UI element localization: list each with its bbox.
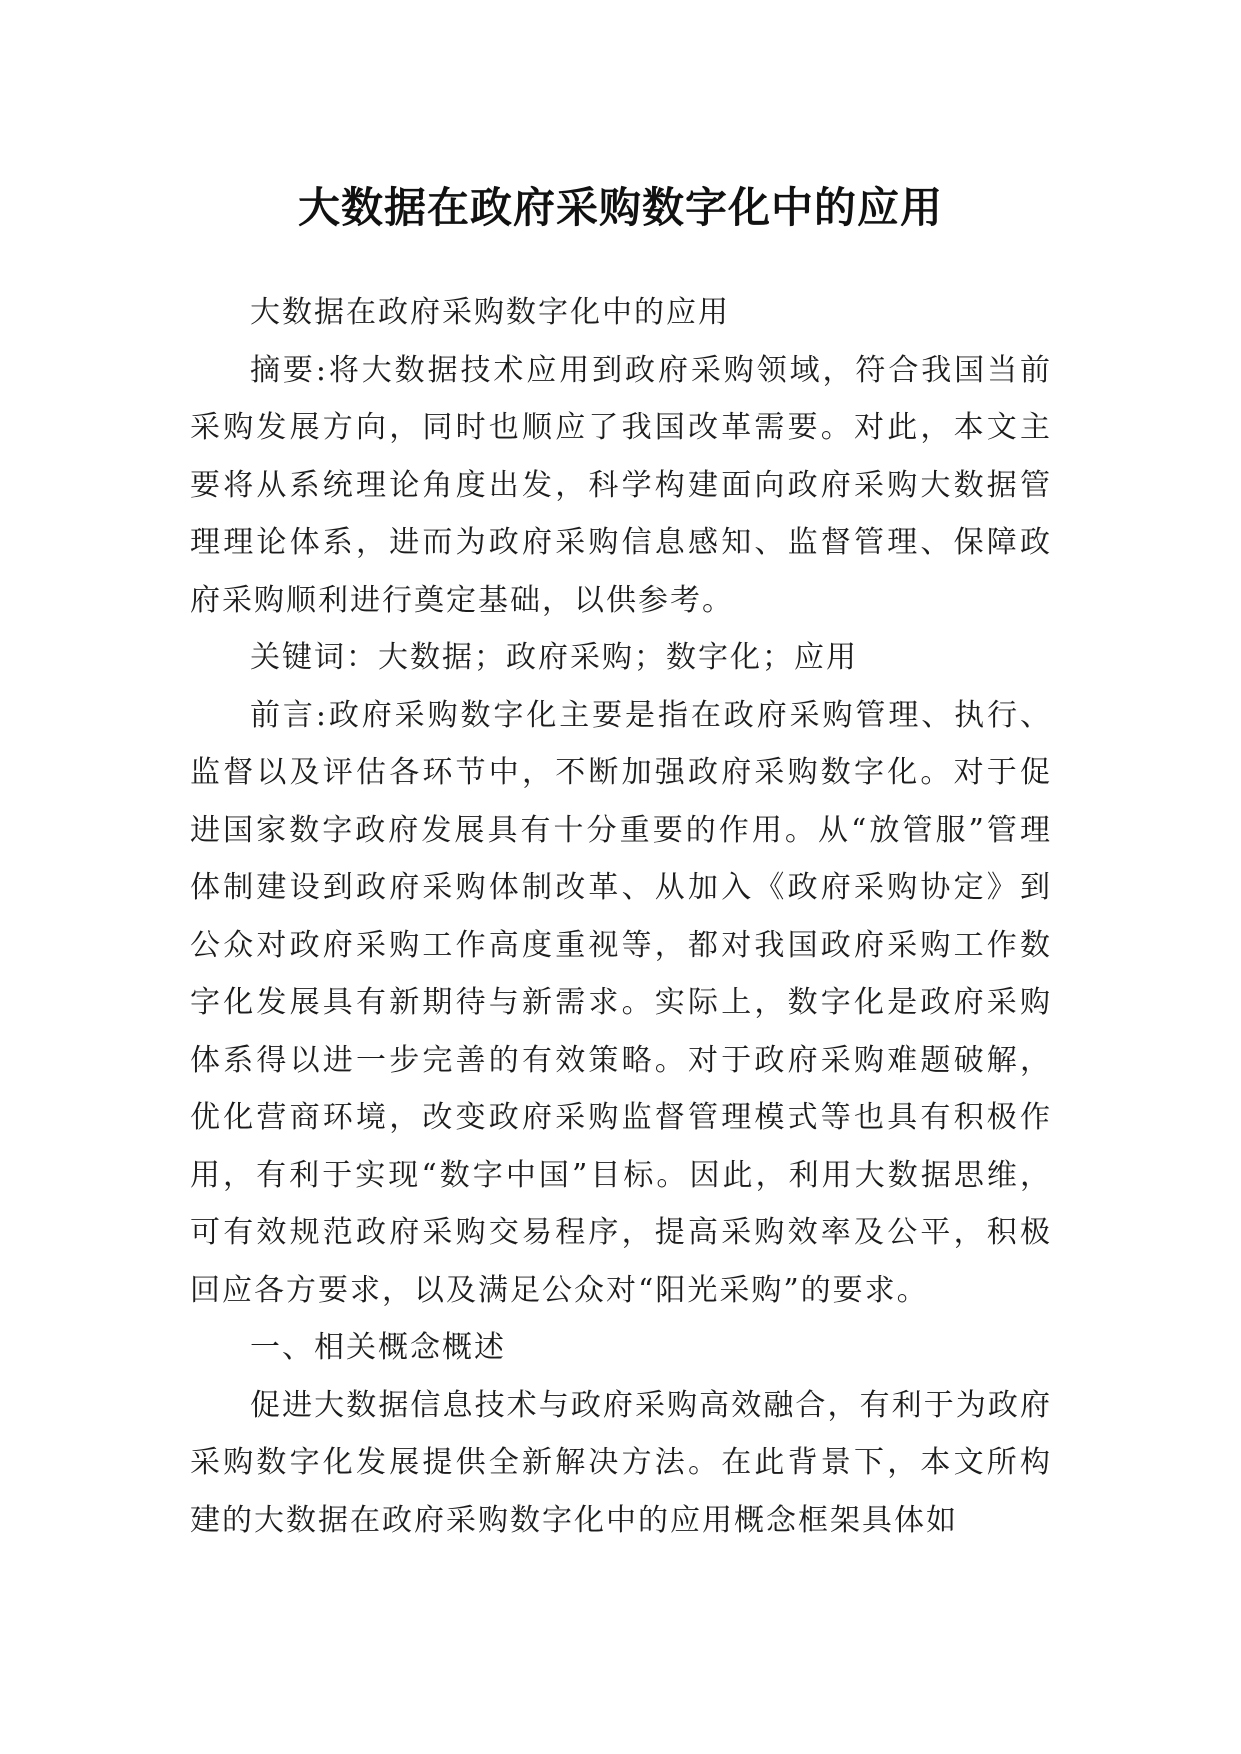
preface-paragraph: 前言:政府采购数字化主要是指在政府采购管理、执行、监督以及评估各环节中，不断加强政府采购数字化。对于促进国家数字政府发展具有十分重要的作用。从“放管服”管理体制建设到政府采购体制改革、从加入《政府采购协定》到公众对政府采购工作高度重视等，都对我国政府采购工作数字化发展具有新期待与新需求。实际上，数字化是政府采购体系得以进一步完善的有效策略。对于政府采购难题破解，优化营商环境，改变政府采购监督管理模式等也具有积极作用，有利于实现“数字中国”目标。因此，利用大数据思维，可有效规范政府采购交易程序，提高采购效率及公平，积极回应各方要求，以及满足公众对“阳光采购”的要求。 bbox=[190, 697, 1052, 1308]
section-heading: 一、相关概念概述 bbox=[250, 1330, 506, 1365]
keywords-paragraph: 关键词：大数据；政府采购；数字化；应用 bbox=[250, 640, 858, 675]
subtitle-paragraph: 大数据在政府采购数字化中的应用 bbox=[250, 295, 730, 330]
document-title: 大数据在政府采购数字化中的应用 bbox=[297, 183, 943, 233]
document-body bbox=[190, 284, 1052, 1549]
body-paragraph: 促进大数据信息技术与政府采购高效融合，有利于为政府采购数字化发展提供全新解决方法。在此背景下，本文所构建的大数据在政府采购数字化中的应用概念框架具体如 bbox=[190, 1387, 1052, 1538]
abstract-paragraph: 摘要:将大数据技术应用到政府采购领域，符合我国当前采购发展方向，同时也顺应了我国改革需要。对此，本文主要将从系统理论角度出发，科学构建面向政府采购大数据管理理论体系，进而为政府采购信息感知、监督管理、保障政府采购顺利进行奠定基础，以供参考。 bbox=[190, 352, 1052, 618]
